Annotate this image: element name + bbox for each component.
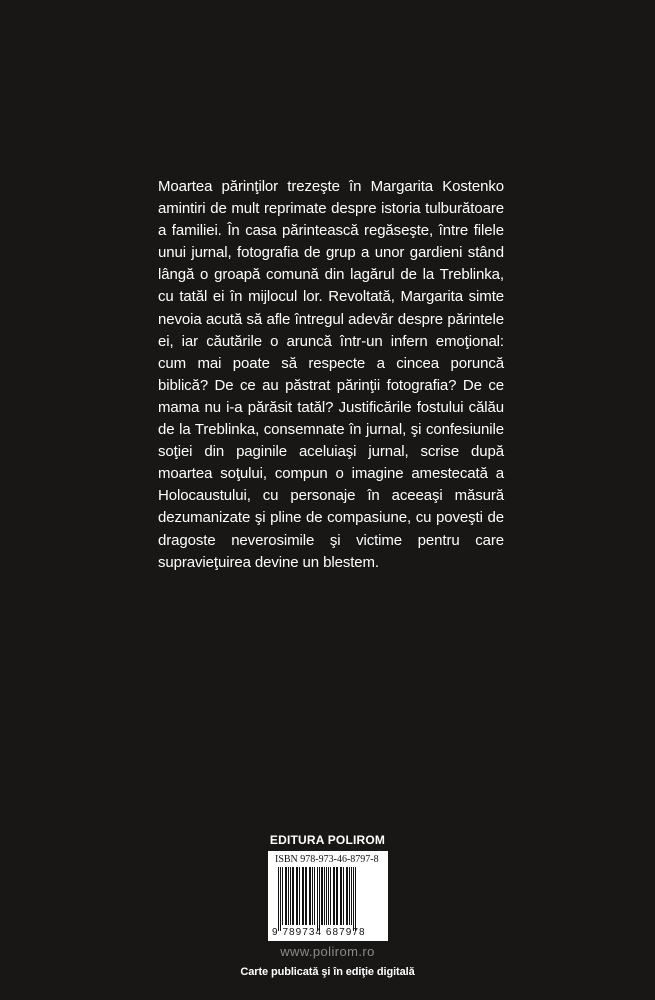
book-blurb: Moartea părinţilor trezeşte în Margarita Kostenko amintiri de mult reprimate despre istoria tulburătoare a familiei. În casa părintească regăseşte, între filele unui jurnal, fotografia de grup a unor gardieni stând lângă o groapă comună din lagărul de la Treblinka, cu tatăl ei în mijlocul lor. Revoltată, Margarita simte nevoia acută să afle întregul adevăr despre părintele ei, iar căutările o aruncă într-un infern emoţional: cum mai poate să respecte a cincea poruncă biblică? De ce au păstrat părinţii fotografia? De ce mama nu i-a părăsit tatăl? Justificările fostului călău de la Treblinka, consemnate în jurnal, şi confesiunile soţiei din paginile aceluiaşi jurnal, scrise după moartea soţului, compun o imagine amestecată a Holocaustului, cu personaje în aceeaşi măsură dezumanizate şi pline de compasiune, cu poveşti de dragoste neverosimile şi victime pentru care supravieţuirea devine un blestem. — [158, 178, 504, 571]
barcode-bar — [351, 867, 352, 925]
barcode-bar — [285, 867, 287, 925]
barcode-bar — [317, 867, 318, 931]
barcode-bar — [328, 867, 329, 925]
barcode-bar — [321, 867, 323, 925]
isbn-barcode-label — [268, 851, 388, 941]
barcode-digits: 9 789734 687978 — [272, 927, 366, 938]
publisher-website: www.polirom.ro — [280, 944, 375, 959]
barcode-bar — [340, 867, 342, 925]
barcode-bar — [355, 867, 356, 931]
barcode-bar — [330, 867, 331, 925]
barcode-bar — [346, 867, 348, 925]
barcode-bar — [282, 867, 283, 925]
barcode-bar — [290, 867, 291, 925]
digital-edition-note: Carte publicată şi în ediţie digitală — [240, 966, 415, 978]
barcode-bar — [278, 867, 279, 931]
barcode-bar — [296, 867, 298, 925]
barcode-bar — [302, 867, 304, 925]
barcode-bar — [326, 867, 327, 925]
barcode-bar — [292, 867, 294, 925]
barcode-bar — [309, 867, 311, 925]
barcode-bar — [305, 867, 307, 925]
barcode-bar — [299, 867, 300, 925]
barcode-bar — [343, 867, 344, 925]
barcode-bar — [353, 867, 354, 931]
barcode-bar — [280, 867, 281, 931]
barcode-bar — [312, 867, 313, 925]
barcode-bar — [349, 867, 350, 925]
isbn-number: ISBN 978-973-46-8797-8 — [275, 854, 379, 865]
barcode-bar — [288, 867, 289, 925]
barcode-bar — [314, 867, 315, 925]
barcode-bar — [336, 867, 338, 925]
barcode-bar — [324, 867, 325, 925]
barcode-bar — [319, 867, 320, 931]
barcode-bar — [333, 867, 335, 925]
publisher-name: EDITURA POLIROM — [269, 833, 386, 847]
